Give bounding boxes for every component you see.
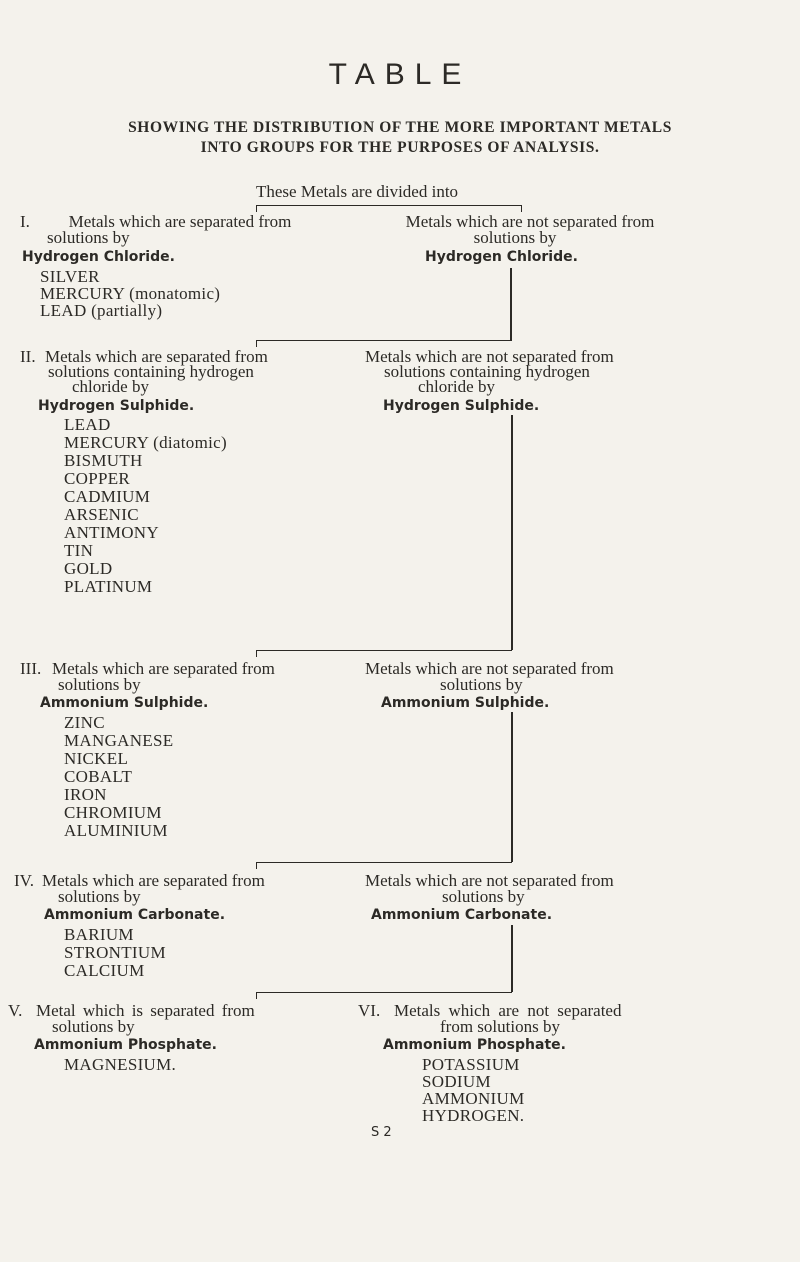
metal-item: CADMIUM <box>64 487 151 506</box>
group-4-right-line: solutions by <box>442 887 525 906</box>
group-2-right-line: solutions containing hydrogen <box>384 362 590 381</box>
metal-item: IRON <box>64 785 107 804</box>
metal-item: COPPER <box>64 469 131 488</box>
bracket-tick <box>256 650 257 657</box>
group-4-left-line: Metals which are separated from <box>42 871 265 890</box>
group-1-left-line: solutions by <box>47 228 130 247</box>
connector-line <box>510 268 512 340</box>
metal-item: ZINC <box>64 713 105 732</box>
group-5-left-line: solutions by <box>52 1017 135 1036</box>
group-2-left-reagent: Hydrogen Sulphide. <box>38 398 195 414</box>
group-3-left-reagent: Ammonium Sulphide. <box>40 695 209 711</box>
group-2-right-line: Metals which are not separated from <box>365 347 614 366</box>
subtitle-line-2: INTO GROUPS FOR THE PURPOSES OF ANALYSIS. <box>200 139 600 156</box>
metal-item: SODIUM <box>422 1072 491 1091</box>
bracket-tick <box>256 862 257 869</box>
metal-item: BARIUM <box>64 925 134 944</box>
metal-item: GOLD <box>64 559 113 578</box>
group-6-numeral: VI. <box>358 1001 381 1020</box>
bracket-tick <box>256 992 257 999</box>
group-2-numeral: II. <box>20 347 36 366</box>
metal-item: ANTIMONY <box>64 523 159 542</box>
group-5-numeral: V. <box>8 1001 23 1020</box>
bracket-group-2 <box>256 340 512 341</box>
metal-item: LEAD <box>64 415 111 434</box>
metal-item: STRONTIUM <box>64 943 166 962</box>
metal-item: NICKEL <box>64 749 129 768</box>
group-6-line: Metals which are not separated <box>394 1001 622 1020</box>
group-2-left-line: solutions containing hydrogen <box>48 362 254 381</box>
group-1-numeral: I. <box>20 212 30 231</box>
signature-mark: S 2 <box>371 1125 392 1140</box>
group-4-right-line: Metals which are not separated from <box>365 871 614 890</box>
group-2-right-reagent: Hydrogen Sulphide. <box>383 398 540 414</box>
metal-item: SILVER <box>40 267 100 286</box>
group-6-reagent: Ammonium Phosphate. <box>383 1037 566 1053</box>
metal-item: TIN <box>64 541 94 560</box>
group-3-left-line: solutions by <box>58 675 141 694</box>
metal-item: BISMUTH <box>64 451 143 470</box>
page-title: TABLE <box>328 58 472 91</box>
subtitle-line-1: SHOWING THE DISTRIBUTION OF THE MORE IMPORTANT METALS <box>128 119 672 136</box>
metal-item: CALCIUM <box>64 961 145 980</box>
metal-item: AMMONIUM <box>422 1089 525 1108</box>
group-1-right-reagent: Hydrogen Chloride. <box>425 249 578 265</box>
group-3-right-line: Metals which are not separated from <box>365 659 614 678</box>
group-4-left-line: solutions by <box>58 887 141 906</box>
bracket-tick <box>256 205 257 212</box>
bracket-group-4 <box>256 862 512 863</box>
group-6-line: from solutions by <box>440 1017 560 1036</box>
group-1-left-reagent: Hydrogen Chloride. <box>22 249 175 265</box>
group-5-left-line: Metal which is separated from <box>36 1001 255 1020</box>
group-3-numeral: III. <box>20 659 42 678</box>
group-1-right-line: solutions by <box>473 228 557 247</box>
bracket-tick <box>256 340 257 347</box>
group-2-left-line: chloride by <box>72 377 149 396</box>
group-3-left-line: Metals which are separated from <box>52 659 275 678</box>
metal-item: POTASSIUM <box>422 1055 520 1074</box>
metal-item: LEAD (partially) <box>40 301 163 320</box>
group-4-numeral: IV. <box>14 871 34 890</box>
group-2-left-line: Metals which are separated from <box>45 347 268 366</box>
bracket-group-1 <box>256 205 522 206</box>
intro-text: These Metals are divided into <box>256 182 459 201</box>
metal-item: MANGANESE <box>64 731 174 750</box>
bracket-tick <box>521 205 522 212</box>
metal-item: PLATINUM <box>64 577 153 596</box>
bracket-group-3 <box>256 650 512 651</box>
metal-item: HYDROGEN. <box>422 1106 525 1125</box>
connector-line <box>511 925 513 992</box>
metal-item: MERCURY (diatomic) <box>64 433 227 452</box>
metal-item: MERCURY (monatomic) <box>40 284 221 303</box>
group-3-right-reagent: Ammonium Sulphide. <box>381 695 550 711</box>
group-4-left-reagent: Ammonium Carbonate. <box>44 907 226 923</box>
metal-item: COBALT <box>64 767 133 786</box>
group-1-left-line: Metals which are separated from <box>68 212 292 231</box>
group-5-reagent: Ammonium Phosphate. <box>34 1037 217 1053</box>
group-2-right-line: chloride by <box>418 377 495 396</box>
metal-item: CHROMIUM <box>64 803 162 822</box>
group-3-right-line: solutions by <box>440 675 523 694</box>
bracket-group-5 <box>256 992 512 993</box>
metal-item: MAGNESIUM. <box>64 1055 177 1074</box>
metal-item: ARSENIC <box>64 505 139 524</box>
group-1-right-line: Metals which are not separated from <box>405 212 655 231</box>
connector-line <box>511 712 513 862</box>
connector-line <box>511 415 513 650</box>
group-4-right-reagent: Ammonium Carbonate. <box>371 907 553 923</box>
metal-item: ALUMINIUM <box>64 821 168 840</box>
